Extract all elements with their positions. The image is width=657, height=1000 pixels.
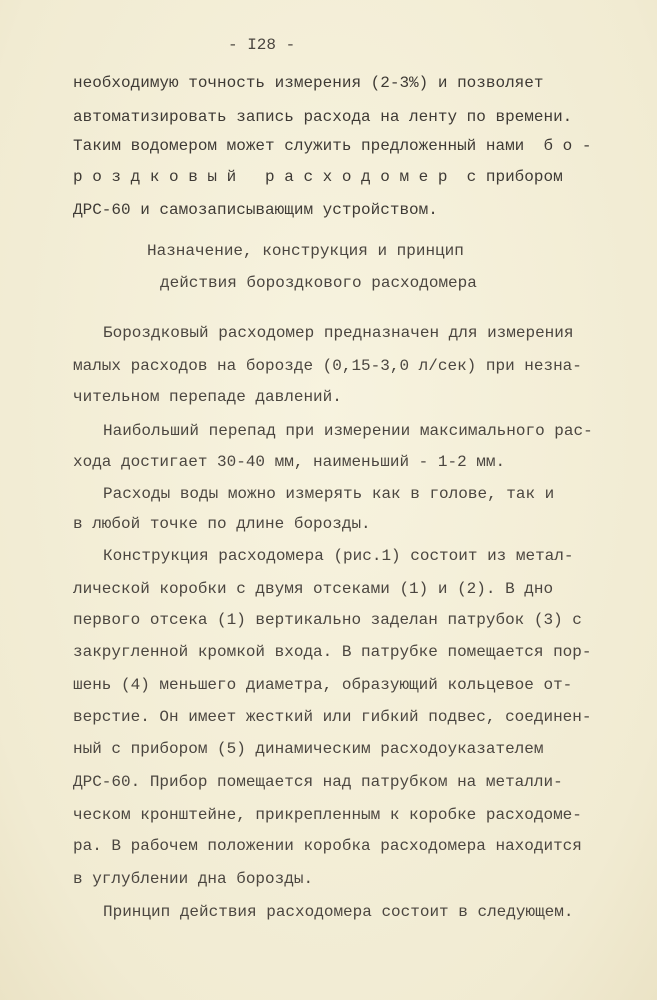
paragraph-first-line: Наибольший перепад при измерении максимального рас- bbox=[103, 422, 593, 440]
text-line: в любой точке по длине борозды. bbox=[73, 515, 371, 533]
text-line: ческом кронштейне, прикрепленным к коробке расходоме- bbox=[73, 806, 582, 824]
text-line: Таким водомером может служить предложенный нами б о - bbox=[73, 137, 592, 155]
paragraph-first-line: Принцип действия расходомера состоит в следующем. bbox=[103, 903, 574, 921]
text-line: в углублении дна борозды. bbox=[73, 870, 314, 888]
text-line: малых расходов на борозде (0,15-3,0 л/сек) при незна- bbox=[73, 357, 582, 375]
page-number: - I28 - bbox=[228, 36, 296, 54]
paragraph-first-line: Бороздковый расходомер предназначен для измерения bbox=[103, 324, 574, 342]
text-line: чительном перепаде давлений. bbox=[73, 388, 342, 406]
section-heading-line-2: действия бороздкового расходомера bbox=[160, 274, 477, 292]
text-line: ДРС-60. Прибор помещается над патрубком на металли- bbox=[73, 773, 563, 791]
section-heading-line-1: Назначение, конструкция и принцип bbox=[147, 242, 464, 260]
text-line: ра. В рабочем положении коробка расходомера находится bbox=[73, 837, 582, 855]
text-line: автоматизировать запись расхода на ленту по времени. bbox=[73, 108, 573, 126]
text-line: р о з д к о в ы й р а с х о д о м е р с прибором bbox=[73, 168, 563, 186]
paragraph-first-line: Конструкция расходомера (рис.1) состоит из метал- bbox=[103, 547, 574, 565]
text-line: верстие. Он имеет жесткий или гибкий подвес, соединен- bbox=[73, 708, 592, 726]
text-line: шень (4) меньшего диаметра, образующий кольцевое от- bbox=[73, 676, 573, 694]
text-line: первого отсека (1) вертикально заделан патрубок (3) с bbox=[73, 611, 582, 629]
text-line: хода достигает 30-40 мм, наименьший - 1-2 мм. bbox=[73, 453, 506, 471]
text-line: ДРС-60 и самозаписывающим устройством. bbox=[73, 201, 438, 219]
text-line: закругленной кромкой входа. В патрубке помещается пор- bbox=[73, 643, 592, 661]
text-line: необходимую точность измерения (2-3%) и позволяет bbox=[73, 74, 544, 92]
text-line: ный с прибором (5) динамическим расходоуказателем bbox=[73, 740, 544, 758]
paragraph-first-line: Расходы воды можно измерять как в голове, так и bbox=[103, 485, 555, 503]
text-line: лической коробки с двумя отсеками (1) и (2). В дно bbox=[73, 580, 554, 598]
